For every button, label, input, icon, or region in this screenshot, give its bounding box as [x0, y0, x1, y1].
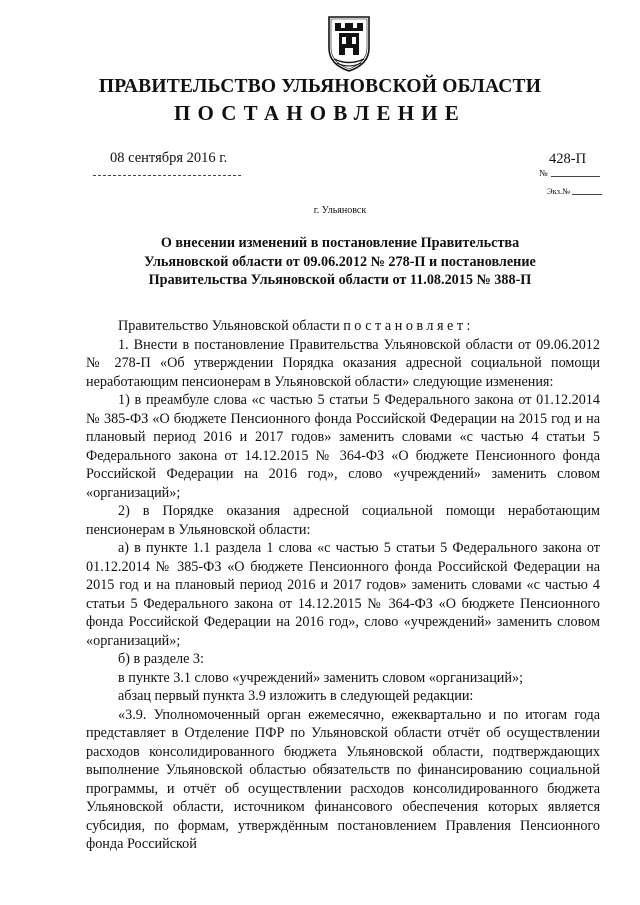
number-underline [551, 176, 600, 177]
subject-line-3: Правительства Ульяновской области от 11.08.2015 № 388-П [148, 272, 532, 288]
subject-line-1: О внесении изменений в постановление Правительства [160, 235, 520, 251]
document-body [86, 317, 600, 854]
intro-prefix: Правительство Ульяновской области [118, 318, 344, 334]
intro-spaced-word: постановляет [343, 318, 467, 334]
document-number: 428-П [549, 151, 587, 167]
subject-line-2: Ульяновской области от 09.06.2012 № 278-П и постановление [144, 253, 536, 270]
number-sign: № [539, 168, 548, 178]
paragraph-6: в пункте 3.1 слово «учреждений» заменить словом «организаций»; [118, 669, 524, 686]
intro-paragraph [86, 317, 600, 336]
copy-number-label: Экз.№ [547, 186, 571, 196]
document-subject [120, 234, 560, 290]
paragraph-1: 1. Внести в постановление Правительства Ульяновской области от 09.06.2012 № 278-П «Об утверждении Порядка оказания адресной социальной помощи неработающим пенсионерам в Ульяновской области» следующие изменения: [86, 336, 600, 390]
paragraph-4: а) в пункте 1.1 раздела 1 слова «с частью 5 статьи 5 Федерального закона от 01.12.2014 № 385-ФЗ «О бюджете Пенсионного фонда Российской Федерации на 2015 год и на плановый период 2016 и 2017 годов» заменить словами «с частью 4 статьи 5 Федерального закона от 14.12.2015 № 364-ФЗ «О бюджете Пенсионного фонда Российской Федерации на 2016 год», слово «учреждений» заменить словом «организаций»; [86, 540, 600, 649]
paragraph-5: б) в разделе 3: [118, 651, 204, 667]
coat-of-arms-icon [326, 14, 372, 72]
paragraph-2: 1) в преамбуле слова «с частью 5 статьи 5 Федерального закона от 01.12.2014 № 385-ФЗ «О бюджете Пенсионного фонда Российской Федерации на 2015 год и на плановый период 2016 и 2017 годов» заменить словами «с частью 4 статьи 5 Федерального закона от 14.12.2015 № 364-ФЗ «О бюджете Пенсионного фонда Российской Федерации на 2016 год», слово «учреждений» заменить словом «организаций»; [86, 392, 600, 501]
paragraph-3: 2) в Порядке оказания адресной социальной помощи неработающим пенсионерам в Ульяновской области: [86, 503, 600, 538]
paragraph-7: абзац первый пункта 3.9 изложить в следующей редакции: [118, 688, 474, 704]
intro-suffix: : [466, 318, 471, 334]
date-underline [93, 175, 241, 176]
copy-number-underline [572, 194, 602, 195]
government-name: ПРАВИТЕЛЬСТВО УЛЬЯНОВСКОЙ ОБЛАСТИ [98, 76, 542, 97]
document-type-title: ПОСТАНОВЛЕНИЕ [173, 101, 467, 125]
city-name: г. Ульяновск [313, 205, 367, 216]
document-date: 08 сентября 2016 г. [110, 150, 228, 166]
paragraph-8: «3.9. Уполномоченный орган ежемесячно, ежеквартально и по итогам года представляет в Отделение ПФР по Ульяновской области отчёт об осуществлении расходов консолидированного бюджета Ульяновской области, подтверждающих выполнение Ульяновской областью обязательств по финансированию социальной программы, и отчёт об осуществлении расходов консолидированного бюджета Ульяновской области, источником финансового обеспечения которых является субсидия, по формам, утверждённым постановлением Правления Пенсионного фонда Российской [86, 706, 600, 852]
